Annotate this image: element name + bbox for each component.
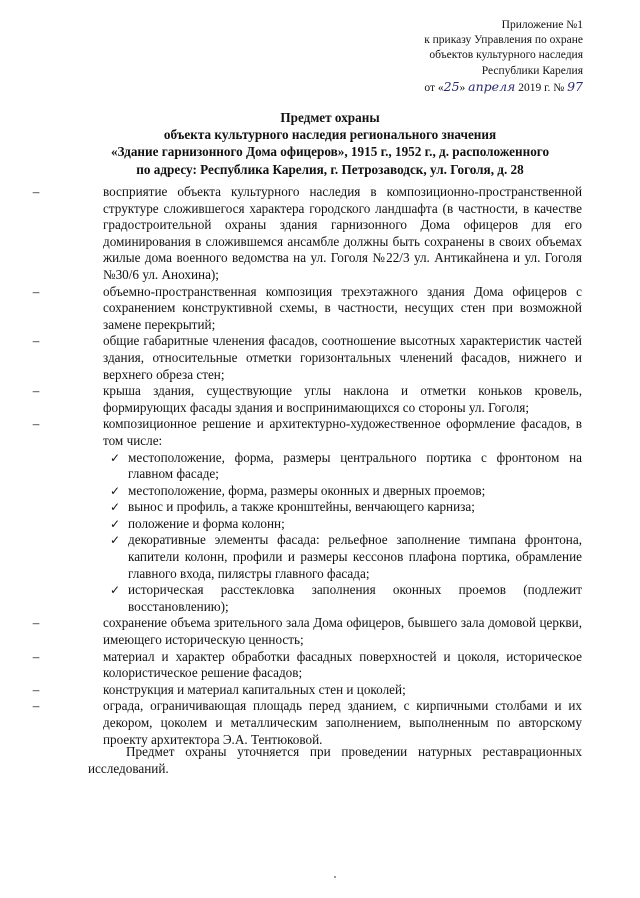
list-item-text: общие габаритные членения фасадов, соотношение высотных характеристик частей здания, относительные отметки горизонтальных членений фасадов, нижнего и верхнего обреза стен; [103, 333, 582, 382]
order-day: 25 [443, 78, 460, 94]
dash-bullet: – [32, 648, 40, 664]
appendix-line: Республики Карелия [481, 64, 583, 77]
appendix-line: Приложение №1 [501, 19, 583, 31]
title-line: Предмет охраны [280, 110, 380, 125]
appendix-header [283, 18, 583, 96]
order-prefix: от « [424, 81, 444, 94]
facade-subitems-list [88, 450, 582, 616]
list-item [32, 283, 582, 334]
sub-list-item [88, 532, 582, 582]
order-year: 2019 г. № [518, 81, 565, 94]
appendix-line: к приказу Управления по охране [424, 34, 583, 47]
title-line: объекта культурного наследия регионального значения [163, 127, 497, 143]
dash-bullet: – [32, 184, 40, 199]
sub-list-item [88, 582, 582, 615]
dash-bullet: – [32, 681, 40, 697]
list-item [32, 416, 582, 449]
sub-list-item [88, 450, 582, 483]
order-date-line: от «25» апреля 2019 г. № 97 [424, 78, 583, 94]
title-line: «Здание гарнизонного Дома офицеров», 1915 г., 1952 г., д. расположенного [110, 144, 550, 160]
list-item [32, 648, 582, 682]
list-item-text: конструкция и материал капитальных стен и цоколей; [103, 681, 406, 697]
sub-list-item-text: историческая расстекловка заполнения оконных проемов (подлежит восстановлению); [128, 582, 582, 614]
sub-list-item-text: местоположение, форма, размеры оконных и дверных проемов; [128, 482, 486, 498]
appendix-line: объектов культурного наследия [429, 49, 583, 62]
list-item-text: крыша здания, существующие углы наклона и отметки коньков кровель, формирующих фасады здания и воспринимающихся со стороны ул. Гоголя; [103, 383, 582, 415]
sub-list-item [88, 499, 582, 516]
checkmark-icon: ✓ [110, 450, 121, 465]
list-item-text: восприятие объекта культурного наследия в композиционно-пространственной структуре сложившегося характера городского ландшафта (в частности, в качестве градостроительной охраны здания гарнизонного Дома офицеров для его доминирования в сложившемся ансамбле должны быть сохранены в своих объемах жилые дома военного ведомства на ул. Гоголя №22/3 ул. Антикайнена и ул. Гоголя №30/6 ул. Анохина); [103, 184, 582, 282]
dash-bullet: – [32, 333, 40, 349]
protection-items-list [32, 184, 582, 748]
title-line: по адресу: Республика Карелия, г. Петрозаводск, ул. Гоголя, д. 28 [136, 161, 524, 177]
sub-list-item-text: декоративные элементы фасада: рельефное заполнение тимпана фронтона, капители колонн, профили и размеры кессонов плафона портика, обрамление главного входа, пилястры главного фасада; [128, 532, 582, 581]
order-number: 97 [567, 78, 583, 94]
checkmark-icon: ✓ [110, 583, 121, 598]
dash-bullet: – [32, 383, 40, 399]
list-item-text: объемно-пространственная композиция трехэтажного здания Дома офицеров с сохранением конструктивной схемы, в частности, несущих стен при возможной замене перекрытий; [103, 283, 582, 332]
dash-bullet: – [32, 698, 40, 714]
checkmark-icon: ✓ [110, 533, 121, 548]
list-item-text: ограда, ограничивающая площадь перед зданием, с кирпичными столбами и их декором, цоколем и металлическим заполнением, выполненным по авторскому проекту архитектора Э.А. Тентюковой. [103, 698, 582, 747]
checkmark-icon: ✓ [110, 516, 121, 531]
sub-list-item-text: местоположение, форма, размеры центрального портика с фронтоном на главном фасаде; [128, 449, 582, 482]
list-item [32, 333, 582, 383]
list-item-text: композиционное решение и архитектурно-художественное оформление фасадов, в том числе: [103, 416, 582, 448]
document-title [70, 109, 590, 178]
list-item [32, 184, 582, 284]
sub-list-item-text: положение и форма колонн; [128, 515, 285, 531]
checkmark-icon: ✓ [110, 500, 121, 515]
checkmark-icon: ✓ [110, 483, 121, 498]
sub-list-item [88, 483, 582, 500]
scan-speck [334, 876, 336, 878]
dash-bullet: – [32, 283, 40, 299]
dash-bullet: – [32, 615, 40, 631]
list-item-text: сохранение объема зрительного зала Дома офицеров, бывшего зала домовой церкви, имеющего историческую ценность; [103, 615, 582, 648]
sub-list-item-text: вынос и профиль, а также кронштейны, венчающего карниза; [128, 499, 475, 515]
dash-bullet: – [32, 416, 40, 432]
list-item [32, 383, 582, 416]
sub-list-item [88, 516, 582, 533]
order-month: апреля [468, 78, 516, 94]
list-item [32, 681, 582, 699]
final-paragraph: Предмет охраны уточняется при проведении натурных реставрационных исследований. [88, 744, 582, 776]
list-item-text: материал и характер обработки фасадных поверхностей и цоколя, историческое колористическое решение фасадов; [103, 648, 582, 681]
list-item [32, 615, 582, 648]
list-item [32, 698, 582, 748]
